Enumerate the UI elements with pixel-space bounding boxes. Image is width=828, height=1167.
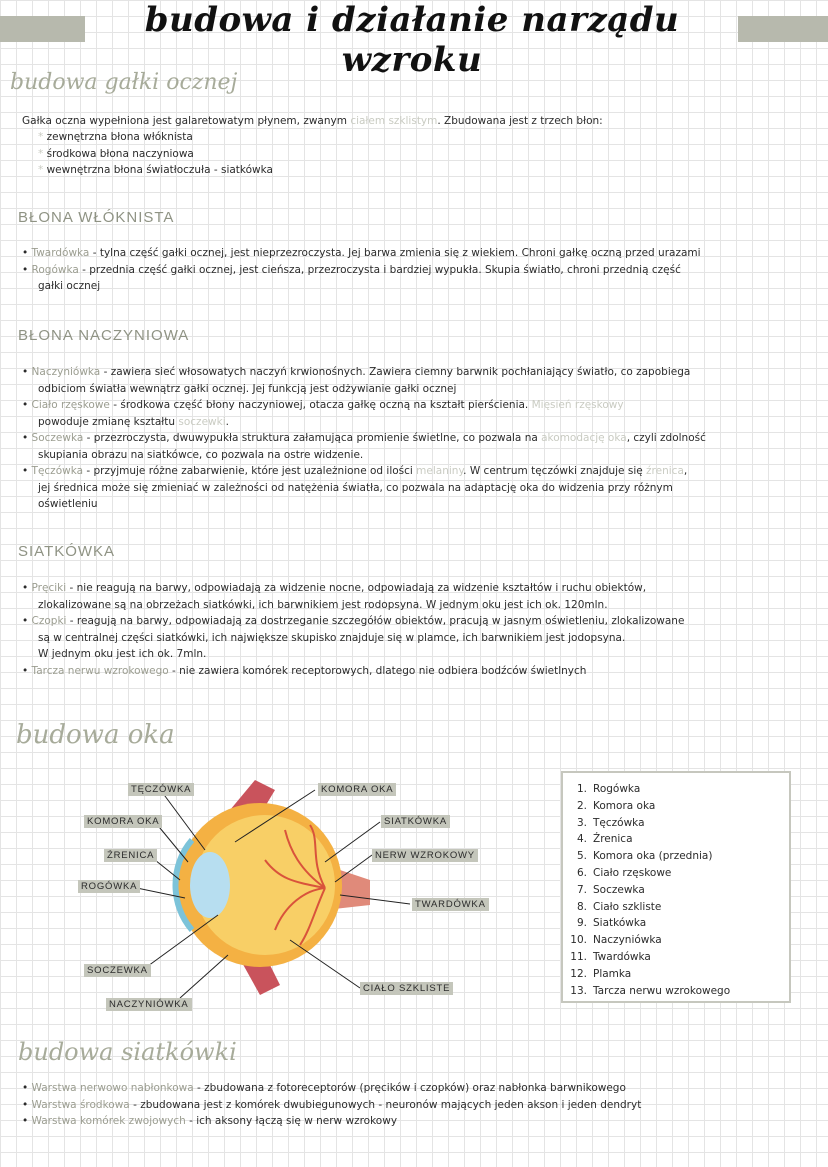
- legend-item: 7. Soczewka: [576, 883, 645, 896]
- intro-after: . Zbudowana jest z trzech błon:: [437, 115, 603, 127]
- legend-item: 6. Ciało rzęskowe: [576, 866, 672, 879]
- legend-item: 9. Siatkówka: [576, 917, 647, 930]
- label-zrenica: ŹRENICA: [104, 849, 157, 862]
- list-item: • Warstwa komórek zwojowych - ich aksony łączą się w nerw wzrokowy: [22, 1115, 398, 1127]
- label-twardowka: TWARDÓWKA: [412, 898, 489, 911]
- legend-item: 8. Ciało szkliste: [576, 900, 662, 913]
- eye-diagram: [70, 770, 560, 1020]
- label-siatkowka: SIATKÓWKA: [381, 815, 450, 828]
- list-item-cont: odbiciom światła wewnątrz gałki ocznej. Jej funkcją jest odżywianie gałki ocznej: [38, 382, 457, 395]
- list-item: • Rogówka - przednia część gałki ocznej, jest cieńsza, przezroczysta i bardziej wypukła. Skupia światło, chroni przednią część: [22, 263, 681, 276]
- label-teczowka: TĘCZÓWKA: [128, 783, 194, 796]
- list-item: • Czopki - reagują na barwy, odpowiadają za dostrzeganie szczegółów obiektów, pracują w jasnym oświetleniu, zlokalizowane: [22, 615, 685, 627]
- list-item: • Pręciki - nie reagują na barwy, odpowiadają za widzenie nocne, odpowiadają za widzenie kształtów i ruchu obiektów,: [22, 582, 647, 594]
- siatkowka-text: [22, 580, 828, 679]
- legend-item: 4. Źrenica: [576, 833, 633, 846]
- list-item-cont: oświetleniu: [38, 498, 98, 510]
- wloknista-text: [22, 245, 828, 295]
- intro-before: Gałka oczna wypełniona jest galaretowatym płynem, zwanym: [22, 115, 351, 127]
- heading-budowa-siatkowki: budowa siatkówki: [18, 1038, 237, 1066]
- list-item-cont: są w centralnej części siatkówki, ich największe skupisko znajduje się w plamce, ich barwnikiem jest jodopsyna.: [38, 631, 626, 644]
- list-item-cont: zlokalizowane są na obrzeżach siatkówki, ich barwnikiem jest rodopsyna. W jednym oku jest ich ok. 120mln.: [38, 598, 608, 611]
- page-title: budowa i działanie narządu wzroku: [144, 0, 680, 80]
- list-item: • Tęczówka - przyjmuje różne zabarwienie, które jest uzależnione od ilości melaniny. W centrum tęczówki znajduje się źrenica,: [22, 465, 688, 477]
- legend-item: 12. Plamka: [570, 967, 632, 980]
- list-item: * zewnętrzna błona włóknista: [38, 131, 193, 143]
- list-item: • Twardówka - tylna część gałki ocznej, jest nieprzezroczysta. Jej barwa zmienia się z wiekiem. Chroni gałkę oczną przed urazami: [22, 247, 701, 259]
- legend-item: 1. Rogówka: [576, 783, 641, 795]
- heading-siatkowka: SIATKÓWKA: [18, 543, 116, 560]
- label-komora-top: KOMORA OKA: [318, 783, 396, 796]
- heading-blona-naczyniowa: BŁONA NACZYNIOWA: [18, 327, 190, 344]
- budowa-siatkowki-text: [22, 1080, 828, 1130]
- list-item: • Ciało rzęskowe - środkowa część błony naczyniowej, otacza gałkę oczną na kształt pierścienia. Mięsień rzęskowy: [22, 399, 624, 411]
- heading-blona-wloknista: BŁONA WŁÓKNISTA: [18, 209, 175, 226]
- label-cialo: CIAŁO SZKLISTE: [360, 982, 453, 995]
- list-item: • Tarcza nerwu wzrokowego - nie zawiera komórek receptorowych, dlatego nie odbiera bodźców świetlnych: [22, 664, 587, 677]
- list-item: • Naczyniówka - zawiera sieć włosowatych naczyń krwionośnych. Zawiera ciemny barwnik pochłaniający światło, co zapobiega: [22, 366, 691, 378]
- legend-item: 3. Tęczówka: [576, 816, 645, 829]
- label-rogowka: ROGÓWKA: [78, 880, 140, 893]
- list-item-cont: W jednym oku jest ich ok. 7mln.: [38, 648, 207, 660]
- legend-item: 11. Twardówka: [570, 950, 651, 963]
- legend-list: [567, 781, 730, 999]
- membranes-list: [38, 129, 273, 179]
- list-item: * środkowa błona naczyniowa: [38, 147, 194, 160]
- list-item-cont: skupiania obrazu na siatkówce, co pozwala na ostre widzenie.: [38, 448, 364, 461]
- lens: [190, 852, 230, 918]
- intro-term: ciałem szklistym: [350, 115, 438, 127]
- list-item-cont: jej średnica może się zmieniać w zależności od natężenia światła, co pozwala na adaptację oka do widzenia przy różnym: [38, 481, 673, 494]
- heading-budowa-galki: budowa gałki ocznej: [10, 70, 238, 95]
- heading-budowa-oka: budowa oka: [16, 720, 175, 750]
- list-item-cont: gałki ocznej: [38, 280, 101, 292]
- legend-item: 5. Komora oka (przednia): [576, 850, 713, 863]
- intro-text: [22, 113, 603, 130]
- title-bar-right: [738, 16, 828, 42]
- legend-item: 13. Tarcza nerwu wzrokowego: [570, 984, 731, 997]
- legend-item: 2. Komora oka: [576, 799, 656, 812]
- label-soczewka: SOCZEWKA: [84, 964, 151, 977]
- naczyniowa-text: [22, 364, 828, 513]
- label-nerw: NERW WZROKOWY: [372, 849, 478, 862]
- list-item: • Soczewka - przezroczysta, dwuwypukła struktura załamująca promienie świetlne, co pozwala na akomodację oka, czyli zdolność: [22, 432, 706, 444]
- legend-item: 10. Naczyniówka: [570, 934, 662, 947]
- list-item: * wewnętrzna błona światłoczuła - siatkówka: [38, 164, 273, 176]
- list-item: • Warstwa środkowa - zbudowana jest z komórek dwubiegunowych - neuronów mających jeden akson i jeden dendryt: [22, 1098, 642, 1111]
- label-naczyniowka: NACZYNIÓWKA: [106, 998, 192, 1011]
- list-item-cont: powoduje zmianę kształtu soczewki.: [38, 415, 229, 428]
- label-komora-left: KOMORA OKA: [84, 815, 162, 828]
- legend-box: [561, 771, 791, 1003]
- list-item: • Warstwa nerwowo nabłonkowa - zbudowana z fotoreceptorów (pręcików i czopków) oraz nabłonka barwnikowego: [22, 1082, 626, 1094]
- title-bar-left: [0, 16, 85, 42]
